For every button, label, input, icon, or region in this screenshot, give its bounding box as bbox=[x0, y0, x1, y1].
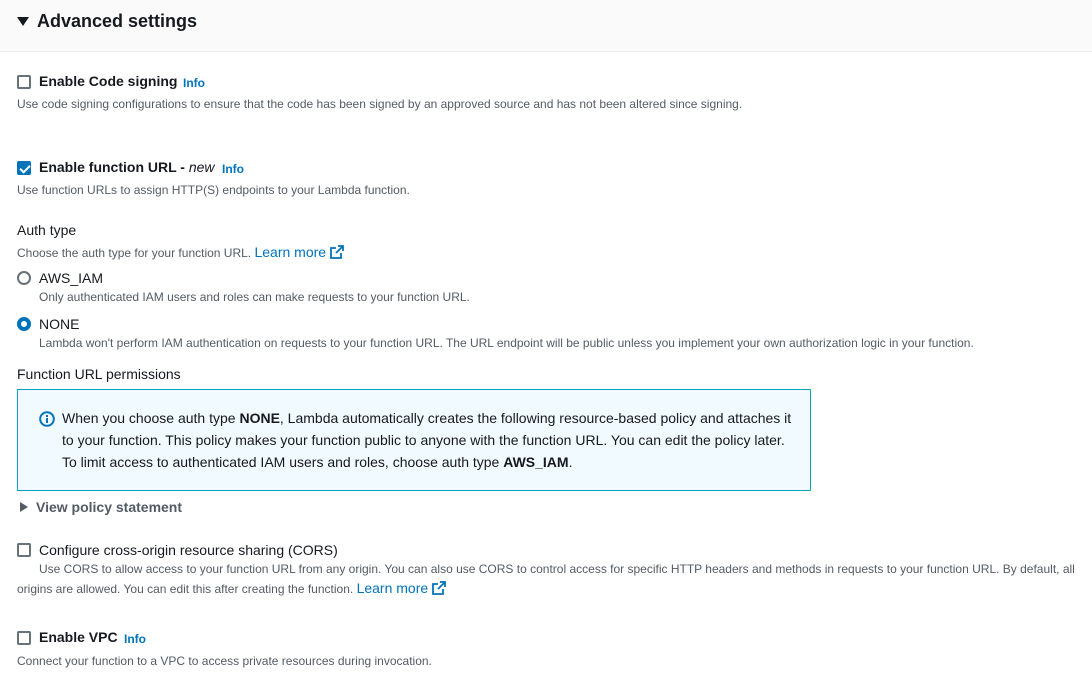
auth-type-none-radio[interactable] bbox=[17, 317, 31, 331]
alert-text: When you choose auth type NONE, Lambda automatically creates the following resource-based policy and attaches it to your function. This policy makes your function public to anyone with the function URL. You can edit the policy later. To limit access to authenticated IAM users and roles, choose auth type AWS_IAM. bbox=[62, 410, 792, 470]
auth-type-description: Choose the auth type for your function URL. Learn more bbox=[17, 242, 344, 263]
aws-iam-label: AWS_IAM bbox=[39, 270, 104, 286]
cors-checkbox[interactable] bbox=[17, 543, 31, 557]
auth-type-title: Auth type bbox=[17, 222, 77, 238]
function-url-info-link[interactable]: Info bbox=[222, 162, 244, 176]
function-url-description: Use function URLs to assign HTTP(S) endpoints to your Lambda function. bbox=[17, 183, 410, 197]
none-label: NONE bbox=[39, 316, 80, 332]
code-signing-info-link[interactable]: Info bbox=[183, 76, 205, 90]
info-circle-icon bbox=[39, 411, 55, 427]
auth-type-learn-more-link[interactable]: Learn more bbox=[254, 244, 344, 260]
new-tag: new bbox=[188, 159, 215, 175]
auth-type-aws-iam-radio[interactable] bbox=[17, 271, 31, 285]
code-signing-label: Enable Code signing bbox=[39, 73, 178, 89]
cors-learn-more-link[interactable]: Learn more bbox=[357, 580, 447, 596]
section-title: Advanced settings bbox=[37, 11, 198, 31]
code-signing-checkbox[interactable] bbox=[17, 75, 31, 89]
advanced-settings-header[interactable] bbox=[0, 0, 1092, 52]
vpc-label: Enable VPC bbox=[39, 629, 118, 645]
caret-right-icon bbox=[20, 502, 28, 512]
cors-label: Configure cross-origin resource sharing (CORS) bbox=[39, 542, 338, 558]
caret-down-icon bbox=[17, 17, 29, 26]
aws-iam-description: Only authenticated IAM users and roles can make requests to your function URL. bbox=[39, 290, 470, 304]
vpc-checkbox[interactable] bbox=[17, 631, 31, 645]
view-policy-statement-toggle[interactable]: View policy statement bbox=[36, 499, 183, 515]
external-link-icon bbox=[432, 581, 446, 595]
external-link-icon bbox=[330, 245, 344, 259]
permissions-title: Function URL permissions bbox=[17, 366, 181, 382]
code-signing-description: Use code signing configurations to ensure that the code has been signed by an approved source and has not been altered since signing. bbox=[17, 97, 743, 111]
cors-description-line1: Use CORS to allow access to your function URL from any origin. You can also use CORS to control access for specific HTTP headers and methods in requests to your function URL. By default, all bbox=[39, 562, 1075, 576]
function-url-label: Enable function URL - new bbox=[39, 159, 215, 175]
function-url-checkbox[interactable] bbox=[17, 161, 31, 175]
vpc-info-link[interactable]: Info bbox=[124, 632, 146, 646]
cors-description-line2: origins are allowed. You can edit this after creating the function. Learn more bbox=[17, 578, 446, 599]
vpc-description: Connect your function to a VPC to access private resources during invocation. bbox=[17, 654, 432, 668]
permissions-info-alert bbox=[17, 389, 811, 491]
none-description: Lambda won't perform IAM authentication on requests to your function URL. The URL endpoint will be public unless you implement your own authorization logic in your function. bbox=[39, 336, 974, 350]
